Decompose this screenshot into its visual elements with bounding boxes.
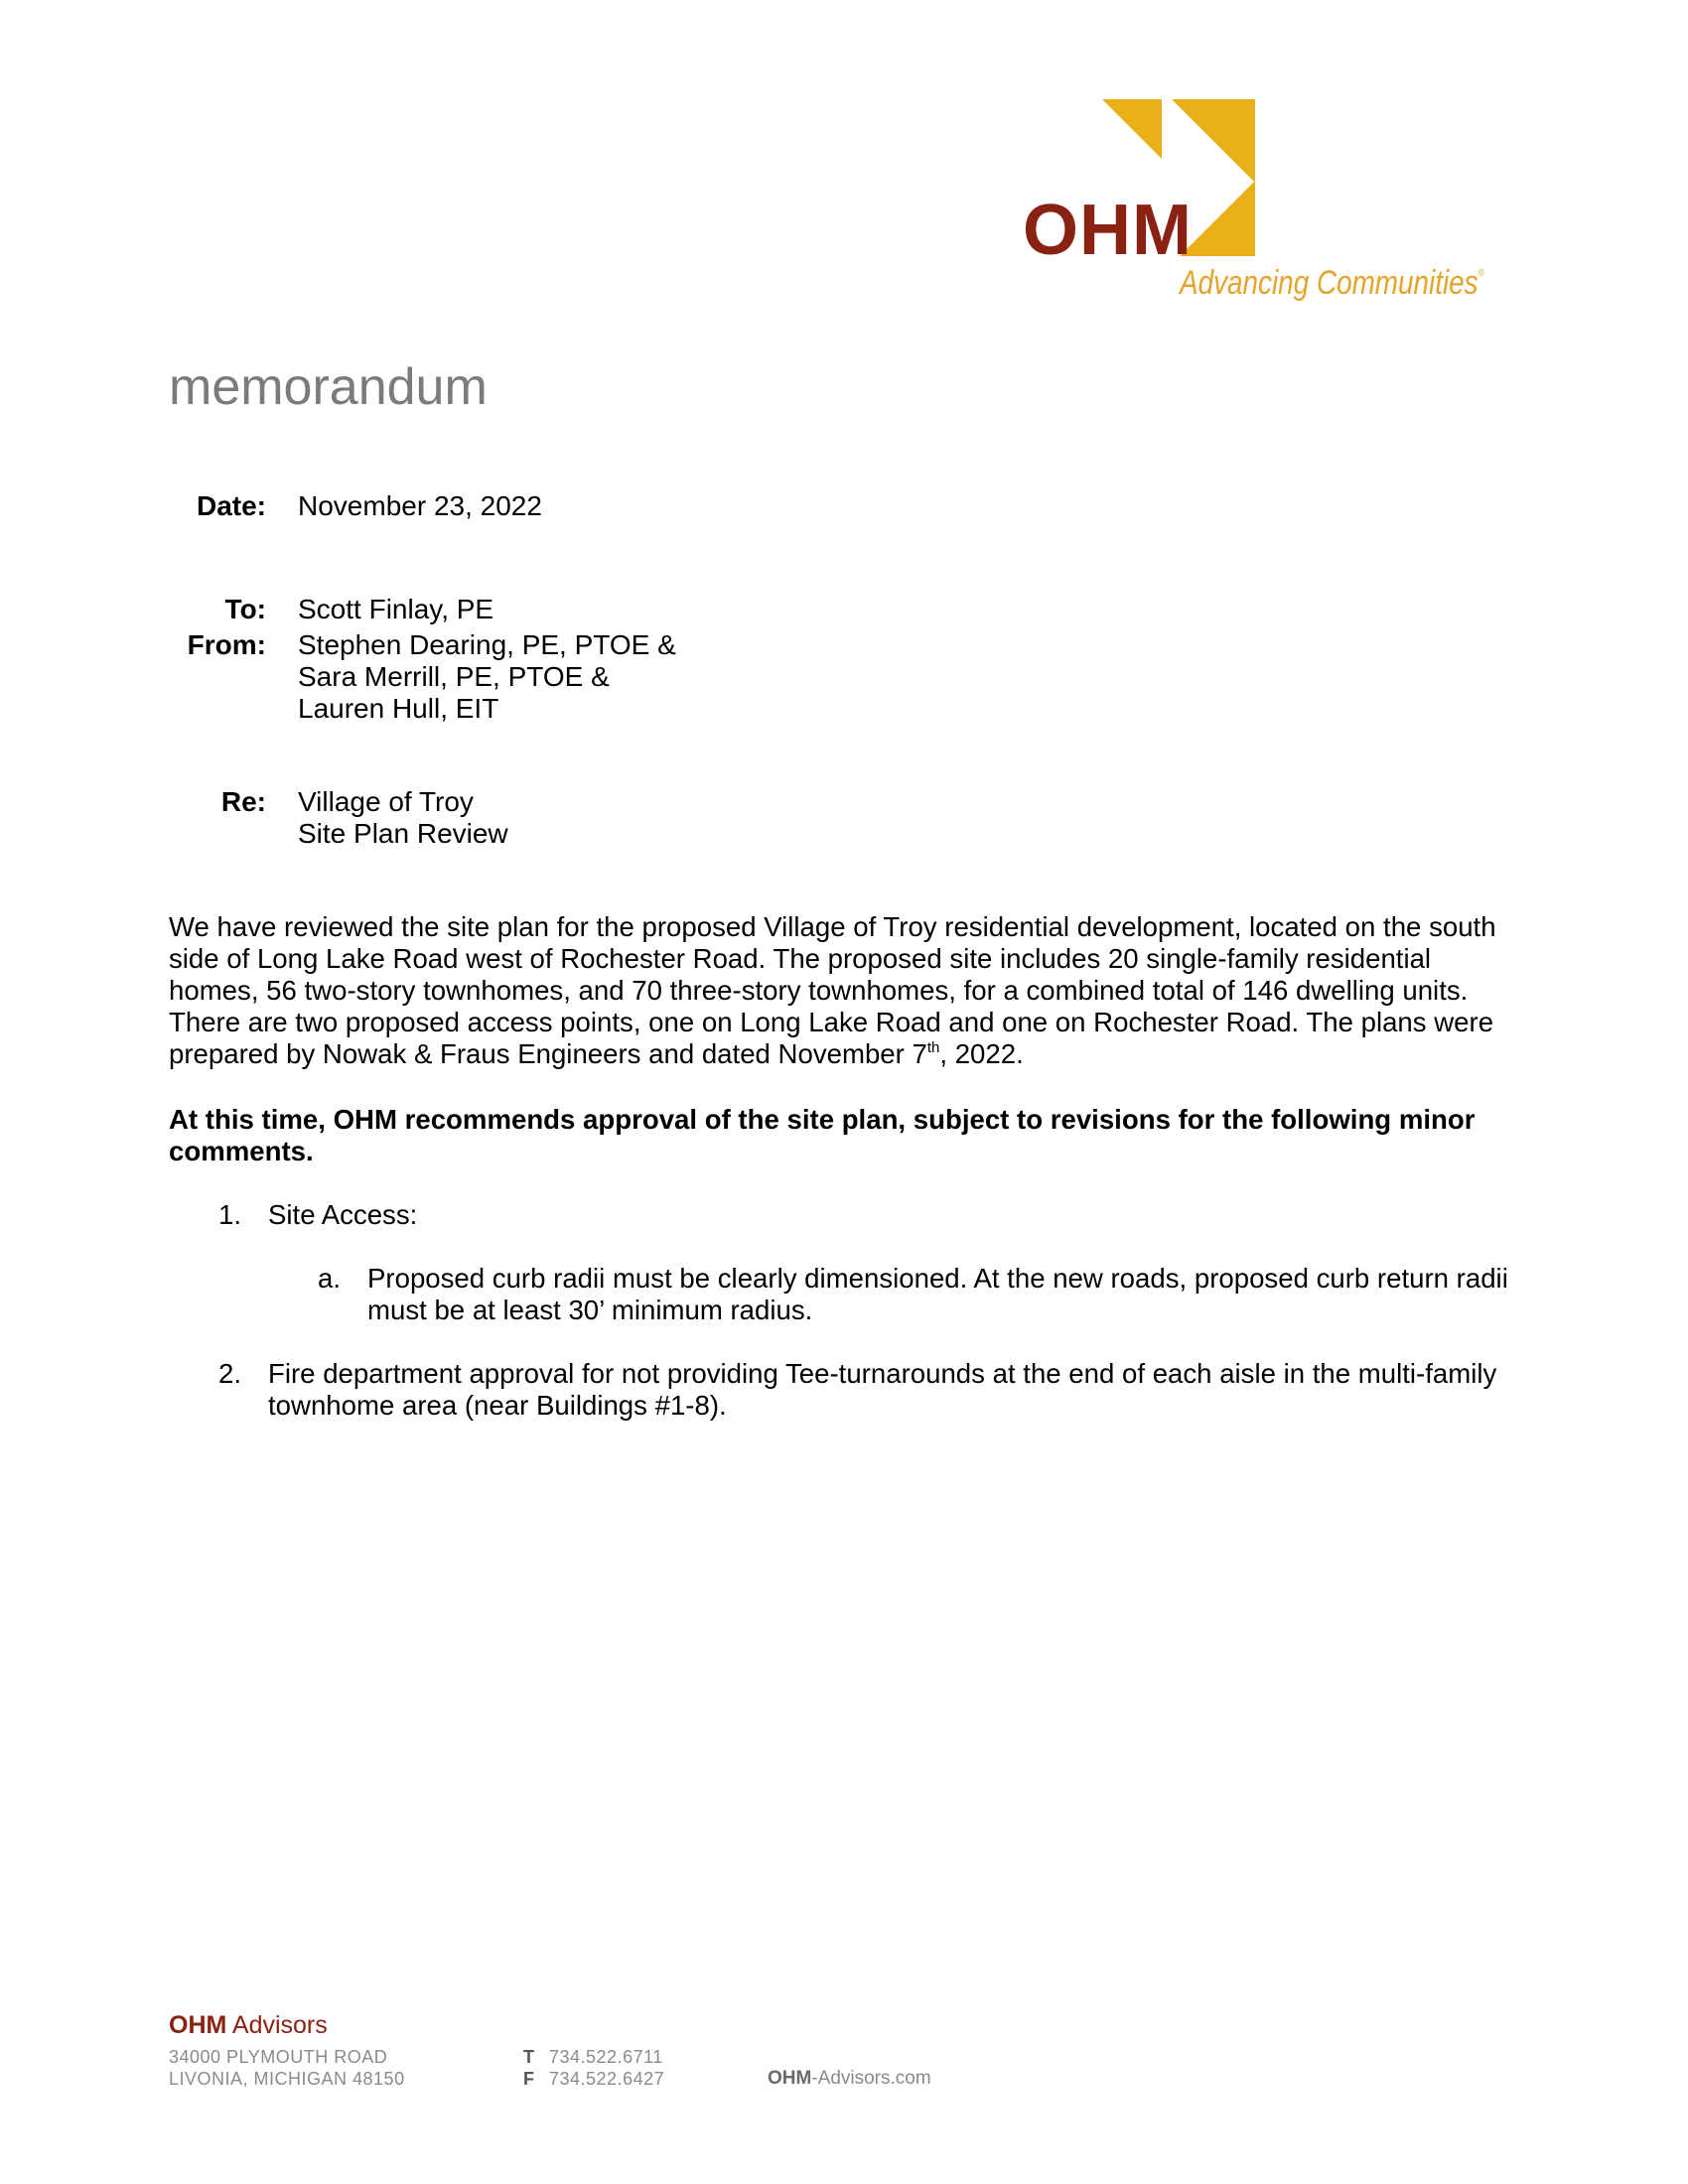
website-link[interactable]: OHM-Advisors.com: [768, 2068, 931, 2089]
page-title: memorandum: [169, 358, 488, 416]
re-line: Village of Troy: [298, 786, 474, 817]
list-item-text: Site Access:: [268, 1199, 418, 1230]
paragraph-line: prepared by Nowak & Fraus Engineers and dated November 7th, 2022.: [169, 1038, 1024, 1069]
ohm-logo: [1013, 95, 1509, 302]
footer-brand: OHM Advisors: [169, 2011, 328, 2039]
paragraph-line: We have reviewed the site plan for the proposed Village of Troy residential development, located on the south: [169, 911, 1496, 942]
paragraph-line: There are two proposed access points, one on Long Lake Road and one on Rochester Road. The plans were: [169, 1007, 1494, 1037]
sublist-item-text: Proposed curb radii must be clearly dimensioned. At the new roads, proposed curb return radii must be at least 30’ minimum radius.: [367, 1263, 1508, 1325]
sublist-item-letter: a.: [318, 1263, 342, 1294]
fax-number: 734.522.6427: [549, 2069, 665, 2089]
date-value: November 23, 2022: [298, 490, 542, 521]
to-label: To:: [224, 594, 266, 624]
phone-number: 734.522.6711: [549, 2047, 663, 2067]
logo-tagline: Advancing Communities®: [1180, 264, 1484, 302]
paragraph-line: side of Long Lake Road west of Rochester Road. The proposed site includes 20 single-family residential: [169, 943, 1432, 974]
re-label: Re:: [220, 786, 266, 817]
from-label: From:: [187, 629, 266, 660]
footer-address: 34000 PLYMOUTH ROAD LIVONIA, MICHIGAN 48150: [169, 2047, 405, 2089]
footer: [169, 2010, 1360, 2100]
from-line: Lauren Hull, EIT: [298, 693, 499, 724]
to-value: Scott Finlay, PE: [298, 594, 494, 624]
re-line: Site Plan Review: [298, 818, 508, 849]
paragraph-line: At this time, OHM recommends approval of the site plan, subject to revisions for the following minor: [169, 1104, 1476, 1135]
from-line: Sara Merrill, PE, PTOE &: [298, 661, 610, 692]
logo-wordmark: OHM: [1023, 191, 1193, 270]
intro-paragraph: [169, 911, 1529, 1070]
footer-contact: T 734.522.6711 F 734.522.6427: [523, 2047, 665, 2089]
list-item-number: 2.: [218, 1358, 242, 1389]
date-label: Date:: [196, 490, 266, 521]
paragraph-line: comments.: [169, 1136, 314, 1166]
paragraph-line: homes, 56 two-story townhomes, and 70 three-story townhomes, for a combined total of 146 dwelling units.: [169, 975, 1469, 1006]
list-item-number: 1.: [218, 1199, 242, 1230]
from-line: Stephen Dearing, PE, PTOE &: [298, 629, 676, 660]
recommendation-paragraph: [169, 1104, 1529, 1167]
list-item-text: Fire department approval for not providing Tee-turnarounds at the end of each aisle in the multi-family townhome area (near Buildings #1-8).: [268, 1358, 1497, 1421]
